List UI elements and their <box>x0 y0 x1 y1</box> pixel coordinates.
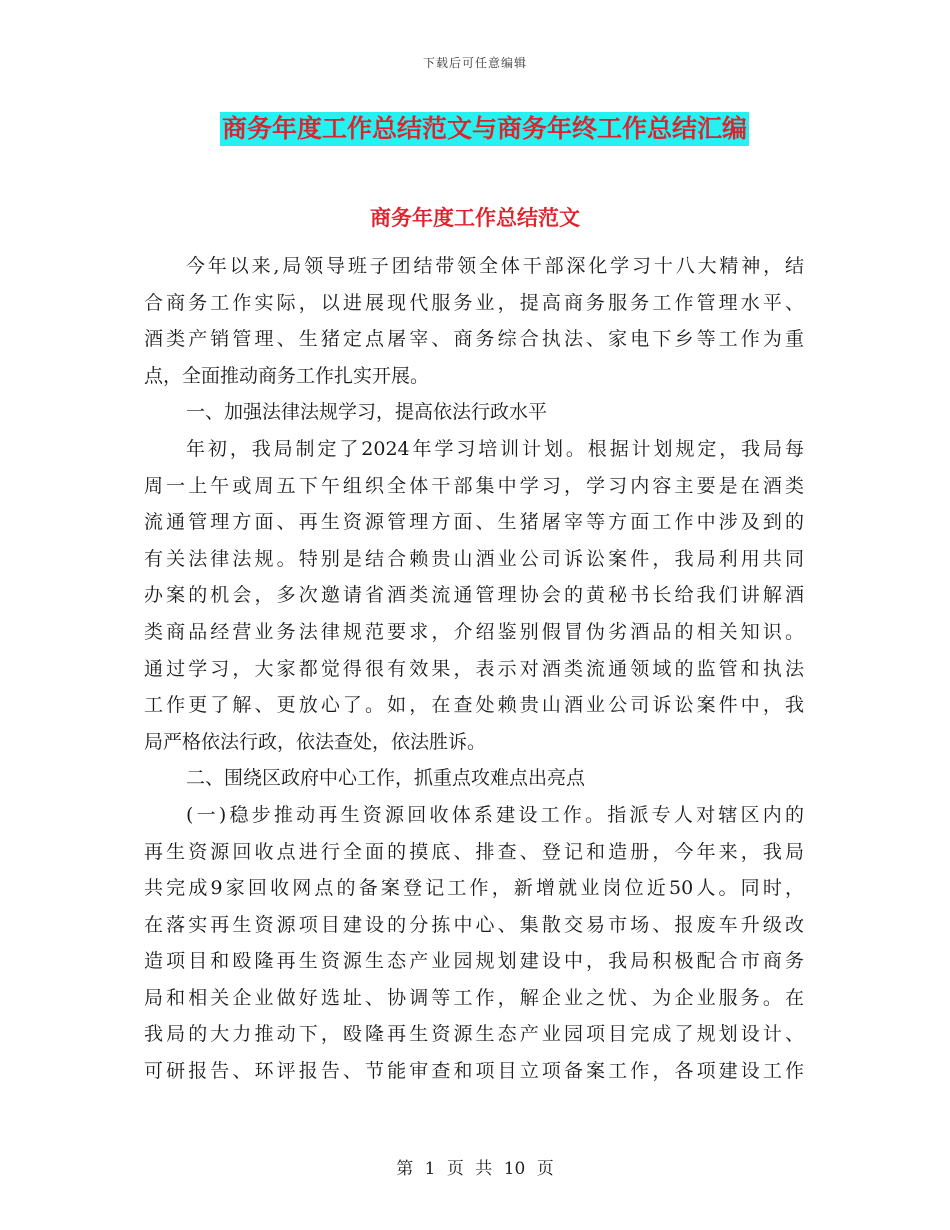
text-line: 我局的大力推动下，殴隆再生资源生态产业园项目完成了规划设计、 <box>144 1023 804 1046</box>
section-heading: 二、围绕区政府中心工作，抓重点攻难点出亮点 <box>186 767 586 790</box>
text-line: 周一上午或周五下午组织全体干部集中学习，学习内容主要是在酒类 <box>144 474 804 497</box>
text-line: 局和相关企业做好选址、协调等工作，解企业之忧、为企业服务。在 <box>144 986 804 1009</box>
text-line: 今年以来,局领导班子团结带领全体干部深化学习十八大精神，结 <box>186 255 804 277</box>
section-heading: 一、加强法律法规学习，提高依法行政水平 <box>186 401 548 424</box>
text-line: 办案的机会，多次邀请省酒类流通管理协会的黄秘书长给我们讲解酒 <box>144 584 804 607</box>
text-line: 流通管理方面、再生资源管理方面、生猪屠宰等方面工作中涉及到的 <box>144 511 804 534</box>
text-line: 可研报告、环评报告、节能审查和项目立项备案工作，各项建设工作 <box>144 1060 804 1083</box>
section-title: 商务年度工作总结范文 <box>370 206 580 230</box>
text-line: 局严格依法行政，依法查处，依法胜诉。 <box>144 730 487 753</box>
text-line: (一)稳步推动再生资源回收体系建设工作。指派专人对辖区内的 <box>186 803 804 826</box>
text-line: 在落实再生资源项目建设的分拣中心、集散交易市场、报废车升级改 <box>144 913 804 936</box>
text-line: 共完成9家回收网点的备案登记工作，新增就业岗位近50人。同时， <box>144 877 804 900</box>
text-line: 通过学习，大家都觉得很有效果，表示对酒类流通领域的监管和执法 <box>144 657 804 680</box>
text-line: 有关法律法规。特别是结合赖贵山酒业公司诉讼案件，我局利用共同 <box>144 547 804 570</box>
text-line: 类商品经营业务法律规范要求，介绍鉴别假冒伪劣酒品的相关知识。 <box>144 620 804 643</box>
text-line: 点，全面推动商务工作扎实开展。 <box>144 364 430 387</box>
header-note: 下载后可任意编辑 <box>422 56 527 70</box>
document-title: 商务年度工作总结范文与商务年终工作总结汇编 <box>220 112 749 146</box>
text-line: 年初，我局制定了2024年学习培训计划。根据计划规定，我局每 <box>186 437 804 460</box>
page-footer: 第 1 页 共 10 页 <box>396 1159 554 1179</box>
text-line: 造项目和殴隆再生资源生态产业园规划建设中，我局积极配合市商务 <box>144 950 804 973</box>
text-line: 合商务工作实际，以进展现代服务业，提高商务服务工作管理水平、 <box>144 291 804 314</box>
body-text <box>144 248 804 1090</box>
text-line: 工作更了解、更放心了。如，在查处赖贵山酒业公司诉讼案件中，我 <box>144 694 804 717</box>
text-line: 酒类产销管理、生猪定点屠宰、商务综合执法、家电下乡等工作为重 <box>144 328 804 351</box>
text-line: 再生资源回收点进行全面的摸底、排查、登记和造册，今年来，我局 <box>144 840 804 863</box>
